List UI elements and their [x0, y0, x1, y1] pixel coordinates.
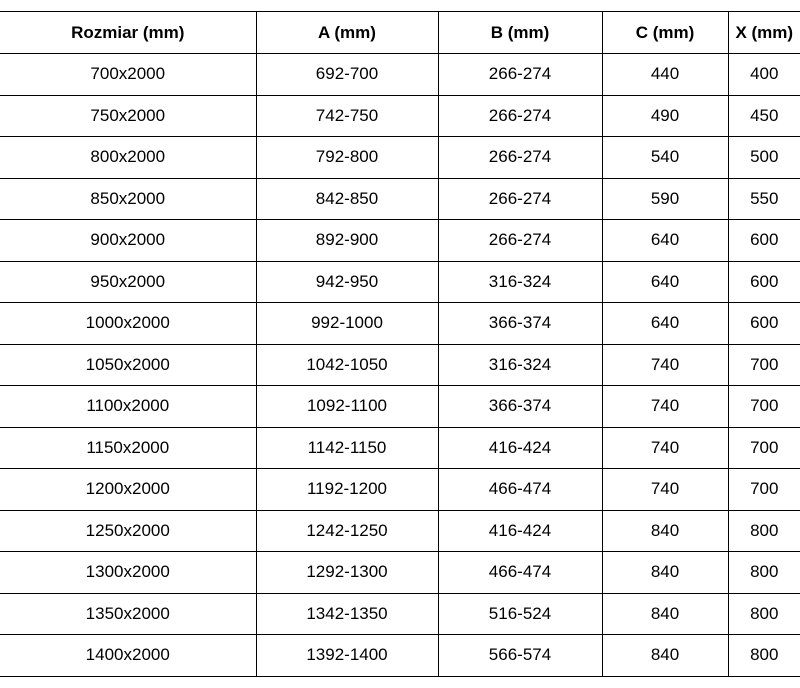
cell-b: 366-374	[438, 386, 602, 428]
cell-a: 892-900	[256, 220, 438, 262]
cell-c: 640	[602, 303, 728, 345]
cell-c: 740	[602, 344, 728, 386]
cell-size: 1000x2000	[0, 303, 256, 345]
cell-size: 1150x2000	[0, 427, 256, 469]
cell-x: 800	[728, 552, 800, 594]
cell-x: 800	[728, 635, 800, 677]
cell-c: 640	[602, 220, 728, 262]
cell-size: 1050x2000	[0, 344, 256, 386]
cell-b: 316-324	[438, 344, 602, 386]
cell-c: 740	[602, 427, 728, 469]
cell-size: 1250x2000	[0, 510, 256, 552]
cell-size: 900x2000	[0, 220, 256, 262]
cell-b: 516-524	[438, 593, 602, 635]
cell-b: 466-474	[438, 552, 602, 594]
cell-a: 1292-1300	[256, 552, 438, 594]
cell-x: 450	[728, 95, 800, 137]
cell-c: 640	[602, 261, 728, 303]
cell-size: 1200x2000	[0, 469, 256, 511]
cell-b: 266-274	[438, 137, 602, 179]
cell-b: 416-424	[438, 510, 602, 552]
cell-a: 942-950	[256, 261, 438, 303]
table-row	[0, 303, 800, 345]
cell-c: 590	[602, 178, 728, 220]
cell-size: 850x2000	[0, 178, 256, 220]
cell-b: 266-274	[438, 95, 602, 137]
cell-b: 416-424	[438, 427, 602, 469]
header-c: C (mm)	[602, 12, 728, 54]
table-row	[0, 137, 800, 179]
cell-b: 466-474	[438, 469, 602, 511]
cell-x: 500	[728, 137, 800, 179]
cell-a: 1042-1050	[256, 344, 438, 386]
cell-b: 366-374	[438, 303, 602, 345]
table-header-row	[0, 12, 800, 54]
cell-size: 950x2000	[0, 261, 256, 303]
cell-a: 692-700	[256, 54, 438, 96]
cell-b: 266-274	[438, 54, 602, 96]
cell-size: 1400x2000	[0, 635, 256, 677]
cell-x: 700	[728, 427, 800, 469]
table-row	[0, 510, 800, 552]
cell-x: 400	[728, 54, 800, 96]
table-row	[0, 635, 800, 677]
cell-size: 750x2000	[0, 95, 256, 137]
table-row	[0, 54, 800, 96]
table-row	[0, 427, 800, 469]
cell-x: 700	[728, 344, 800, 386]
cell-a: 1142-1150	[256, 427, 438, 469]
cell-size: 700x2000	[0, 54, 256, 96]
cell-c: 740	[602, 469, 728, 511]
cell-c: 840	[602, 635, 728, 677]
cell-b: 566-574	[438, 635, 602, 677]
cell-a: 1192-1200	[256, 469, 438, 511]
header-size: Rozmiar (mm)	[0, 12, 256, 54]
cell-c: 440	[602, 54, 728, 96]
cell-x: 600	[728, 303, 800, 345]
cell-size: 800x2000	[0, 137, 256, 179]
cell-x: 800	[728, 593, 800, 635]
cell-b: 316-324	[438, 261, 602, 303]
cell-x: 700	[728, 386, 800, 428]
cell-size: 1300x2000	[0, 552, 256, 594]
cell-a: 1242-1250	[256, 510, 438, 552]
cell-c: 840	[602, 593, 728, 635]
cell-a: 742-750	[256, 95, 438, 137]
cell-a: 1342-1350	[256, 593, 438, 635]
table-row	[0, 344, 800, 386]
cell-c: 840	[602, 552, 728, 594]
cell-c: 840	[602, 510, 728, 552]
table-row	[0, 220, 800, 262]
table-row	[0, 386, 800, 428]
cell-x: 600	[728, 261, 800, 303]
cell-x: 550	[728, 178, 800, 220]
dimensions-table	[0, 11, 800, 677]
cell-x: 600	[728, 220, 800, 262]
cell-x: 700	[728, 469, 800, 511]
table-row	[0, 95, 800, 137]
cell-c: 740	[602, 386, 728, 428]
table-row	[0, 469, 800, 511]
header-x: X (mm)	[728, 12, 800, 54]
table-row	[0, 261, 800, 303]
header-a: A (mm)	[256, 12, 438, 54]
cell-a: 842-850	[256, 178, 438, 220]
cell-b: 266-274	[438, 178, 602, 220]
table-row	[0, 178, 800, 220]
cell-size: 1350x2000	[0, 593, 256, 635]
table-body	[0, 54, 800, 677]
cell-c: 540	[602, 137, 728, 179]
cell-a: 1392-1400	[256, 635, 438, 677]
cell-c: 490	[602, 95, 728, 137]
table-row	[0, 552, 800, 594]
cell-b: 266-274	[438, 220, 602, 262]
cell-a: 992-1000	[256, 303, 438, 345]
cell-a: 792-800	[256, 137, 438, 179]
cell-x: 800	[728, 510, 800, 552]
table-row	[0, 593, 800, 635]
cell-a: 1092-1100	[256, 386, 438, 428]
header-b: B (mm)	[438, 12, 602, 54]
cell-size: 1100x2000	[0, 386, 256, 428]
